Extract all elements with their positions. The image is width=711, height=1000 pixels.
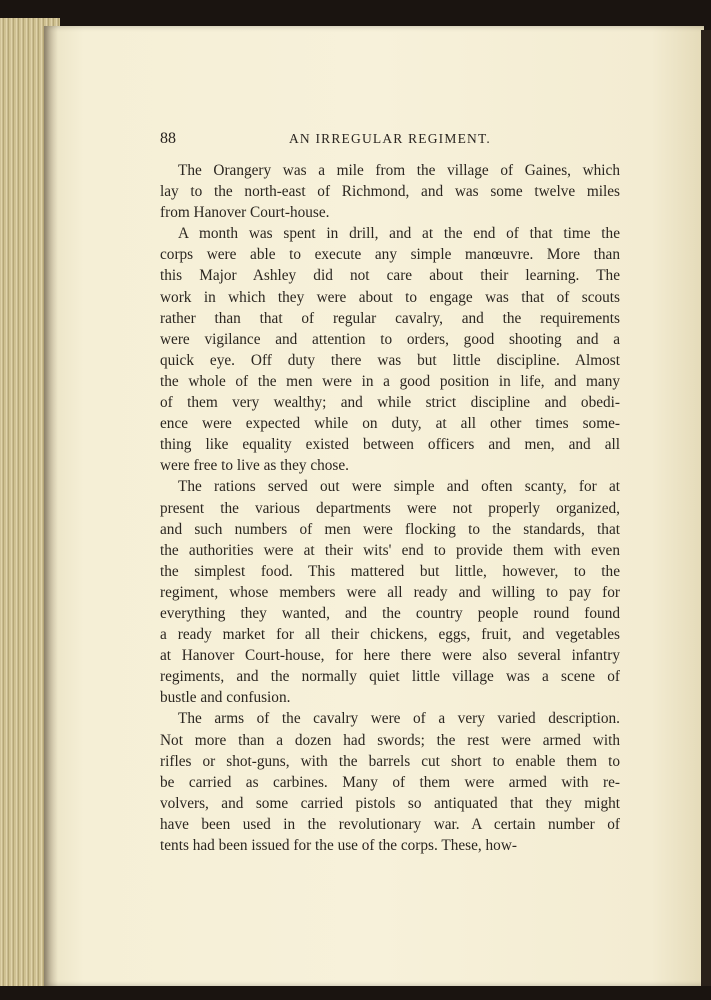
page-header bbox=[160, 130, 620, 152]
paragraph bbox=[160, 160, 620, 223]
text-line: present the various departments were not properly organized, bbox=[160, 499, 620, 517]
text-line: thing like equality existed between officers and men, and all bbox=[160, 436, 620, 454]
text-line: volvers, and some carried pistols so antiquated that they might bbox=[160, 794, 620, 812]
text-line: rifles or shot-guns, with the barrels cut short to enable them to bbox=[160, 752, 620, 770]
text-line: rather than that of regular cavalry, and the requirements bbox=[160, 309, 620, 327]
text-line: The Orangery was a mile from the village of Gaines, which bbox=[178, 162, 620, 179]
page-number: 88 bbox=[160, 130, 176, 147]
running-head: AN IRREGULAR REGIMENT. bbox=[288, 131, 491, 146]
text-line: the whole of the men were in a good position in life, and many bbox=[160, 372, 620, 390]
text-line: tents had been issued for the use of the corps. These, how- bbox=[160, 837, 517, 854]
text-line: A month was spent in drill, and at the end of that time the bbox=[178, 225, 620, 243]
text-line: work in which they were about to engage was that of scouts bbox=[160, 288, 620, 306]
bottom-margin-edge bbox=[0, 986, 711, 1000]
text-line: have been used in the revolutionary war. A certain number of bbox=[160, 815, 620, 833]
text-line: Not more than a dozen had swords; the rest were armed with bbox=[160, 731, 620, 749]
text-line: regiment, whose members were all ready and willing to pay for bbox=[160, 583, 620, 601]
spine-shadow bbox=[44, 26, 58, 986]
text-line: be carried as carbines. Many of them were armed with re- bbox=[160, 773, 620, 791]
text-line: The arms of the cavalry were of a very varied description. bbox=[178, 710, 620, 728]
body-text bbox=[160, 160, 620, 856]
text-line: and such numbers of men were flocking to the standards, that bbox=[160, 520, 620, 538]
text-line: quick eye. Off duty there was but little discipline. Almost bbox=[160, 351, 620, 369]
paragraph bbox=[160, 476, 620, 708]
text-line: corps were able to execute any simple manœuvre. More than bbox=[160, 246, 620, 264]
text-line: bustle and confusion. bbox=[160, 689, 291, 707]
text-line: the authorities were at their wits' end to provide them with even bbox=[160, 541, 620, 559]
text-line: a ready market for all their chickens, eggs, fruit, and vegetables bbox=[160, 626, 620, 644]
text-line: from Hanover Court-house. bbox=[160, 204, 330, 222]
text-line: lay to the north-east of Richmond, and was some twelve miles bbox=[160, 183, 620, 201]
text-line: at Hanover Court-house, for here there were also several infantry bbox=[160, 647, 620, 665]
text-line: were vigilance and attention to orders, good shooting and a bbox=[160, 330, 620, 348]
text-line: the simplest food. This mattered but little, however, to the bbox=[160, 562, 620, 580]
text-line: were free to live as they chose. bbox=[160, 457, 350, 475]
text-line: everything they wanted, and the country people round found bbox=[160, 604, 620, 622]
text-line: of them very wealthy; and while strict discipline and obedi- bbox=[160, 394, 620, 412]
text-line: regiments, and the normally quiet little village was a scene of bbox=[160, 668, 620, 686]
paragraph bbox=[160, 708, 620, 856]
text-line: this Major Ashley did not care about their learning. The bbox=[160, 267, 620, 285]
text-line: The rations served out were simple and often scanty, for at bbox=[178, 478, 620, 496]
text-line: ence were expected while on duty, at all other times some- bbox=[160, 415, 620, 433]
paragraph bbox=[160, 223, 620, 476]
right-margin-edge bbox=[701, 30, 711, 990]
